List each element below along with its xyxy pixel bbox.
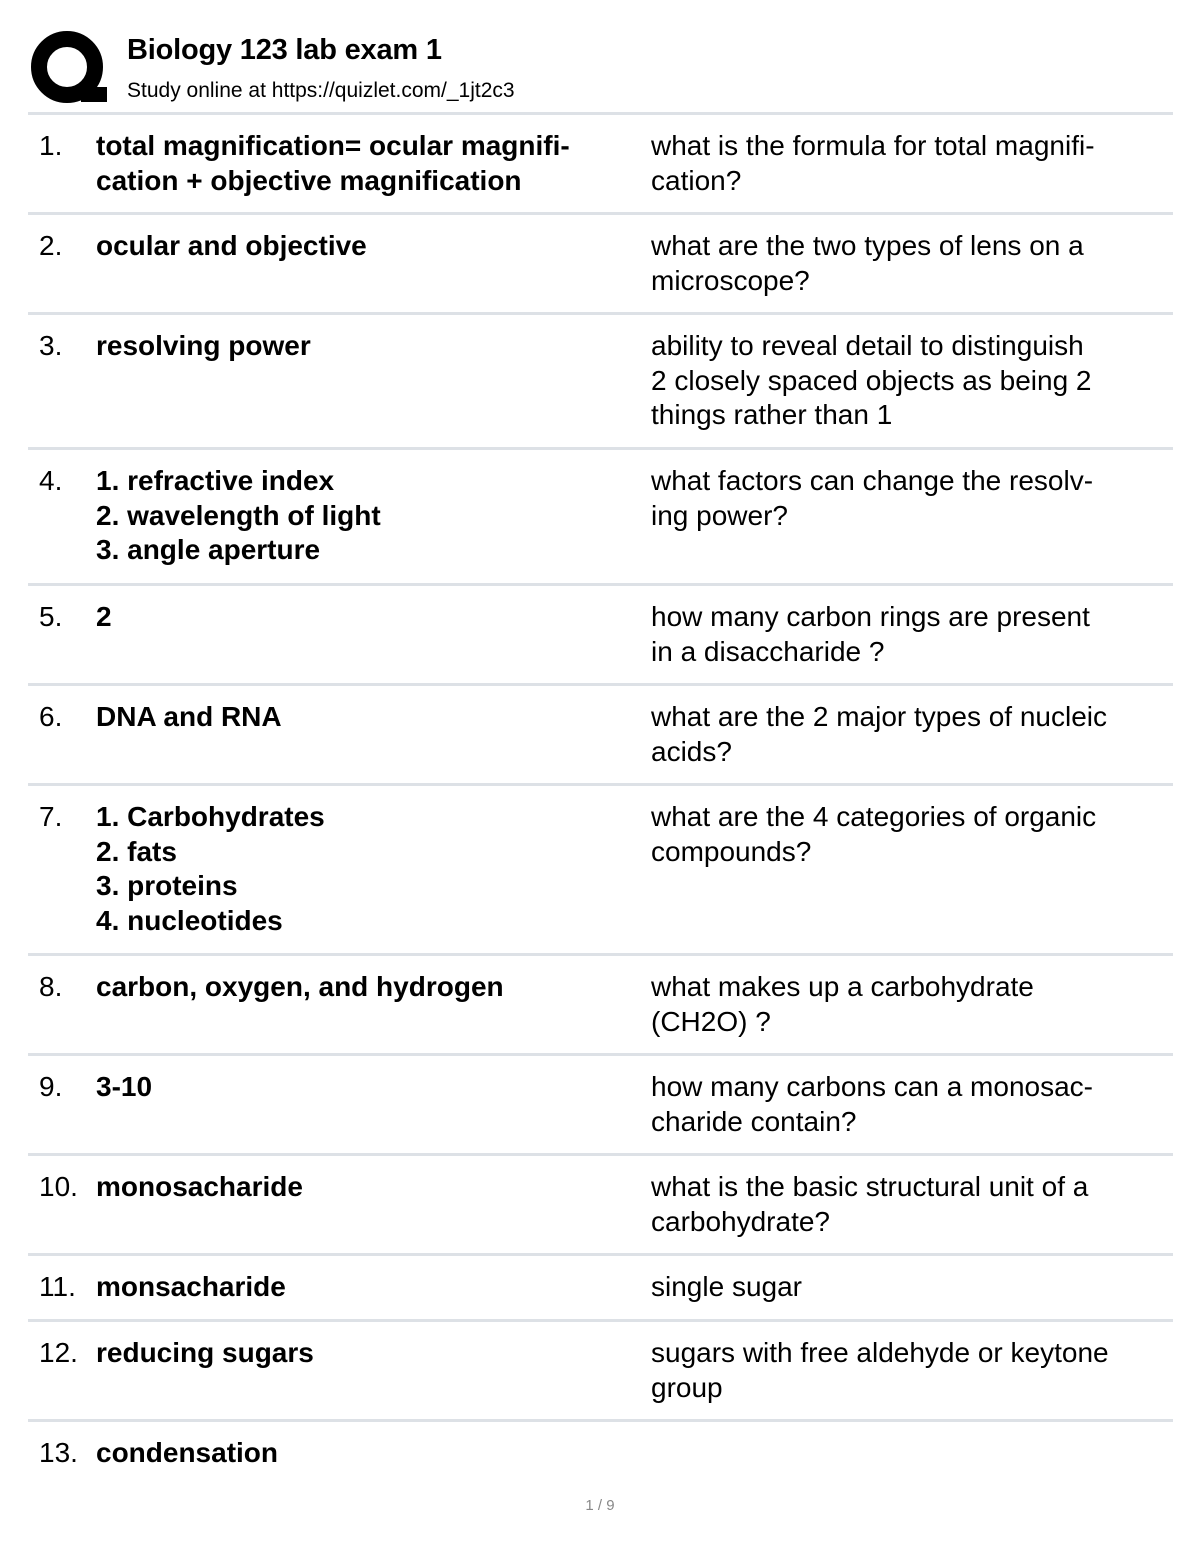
card-number: 4.: [39, 465, 63, 496]
card-term: 1. Carbohydrates 2. fats 3. proteins 4. nucleotides: [96, 801, 325, 936]
card-term: DNA and RNA: [96, 701, 282, 732]
flashcard-row: [28, 1156, 1173, 1256]
flashcard-row: [28, 1056, 1173, 1156]
card-term: total magnification= ocular magnifi- cation + objective magnification: [96, 130, 570, 196]
card-term: 3-10: [96, 1071, 153, 1102]
flashcard-list: [28, 115, 1173, 1482]
card-definition: what are the 4 categories of organic compounds?: [651, 801, 1097, 867]
card-term: 1. refractive index 2. wavelength of light 3. angle aperture: [96, 465, 381, 565]
page-title: Biology 123 lab exam 1: [127, 34, 442, 66]
flashcard-row: [28, 1422, 1173, 1482]
flashcard-row: [28, 215, 1173, 315]
card-definition: what are the 2 major types of nucleic acids?: [651, 701, 1108, 767]
card-definition: ability to reveal detail to distinguish 2 closely spaced objects as being 2 things rather than 1: [651, 330, 1092, 430]
card-number: 5.: [39, 601, 63, 632]
card-number: 8.: [39, 971, 63, 1002]
flashcard-row: [28, 956, 1173, 1056]
study-online-link[interactable]: Study online at https://quizlet.com/_1jt2c3: [127, 79, 515, 102]
card-term: 2: [96, 601, 112, 632]
page-indicator: 1 / 9: [585, 1497, 615, 1514]
flashcard-row: [28, 686, 1173, 786]
card-number: 3.: [39, 330, 63, 361]
card-number: 12.: [39, 1337, 78, 1368]
card-number: 13.: [39, 1437, 78, 1468]
card-definition: single sugar: [651, 1271, 802, 1302]
flashcard-row: [28, 450, 1173, 586]
card-term: carbon, oxygen, and hydrogen: [96, 971, 504, 1002]
flashcard-row: [28, 115, 1173, 215]
card-definition: what factors can change the resolv- ing power?: [651, 465, 1094, 531]
card-number: 2.: [39, 230, 63, 261]
flashcard-row: [28, 786, 1173, 956]
card-number: 1.: [39, 130, 63, 161]
card-number: 10.: [39, 1171, 78, 1202]
card-definition: what is the basic structural unit of a carbohydrate?: [651, 1171, 1089, 1237]
card-term: ocular and objective: [96, 230, 367, 261]
card-number: 6.: [39, 701, 63, 732]
flashcard-row: [28, 1322, 1173, 1422]
flashcard-row: [28, 315, 1173, 450]
card-term: monsacharide: [96, 1271, 286, 1302]
card-definition: what are the two types of lens on a microscope?: [651, 230, 1084, 296]
flashcard-row: [28, 586, 1173, 686]
card-number: 9.: [39, 1071, 63, 1102]
card-definition: how many carbon rings are present in a disaccharide ?: [651, 601, 1090, 667]
card-number: 7.: [39, 801, 63, 832]
card-term: monosacharide: [96, 1171, 303, 1202]
card-term: condensation: [96, 1437, 279, 1468]
card-definition: what makes up a carbohydrate (CH2O) ?: [651, 971, 1034, 1037]
flashcard-row: [28, 1256, 1173, 1322]
card-definition: sugars with free aldehyde or keytone group: [651, 1337, 1109, 1403]
quizlet-logo-icon: [29, 29, 109, 109]
card-definition: how many carbons can a monosac- charide contain?: [651, 1071, 1093, 1137]
card-definition: what is the formula for total magnifi- cation?: [651, 130, 1095, 196]
card-number: 11.: [39, 1271, 76, 1302]
card-term: resolving power: [96, 330, 311, 361]
card-term: reducing sugars: [96, 1337, 314, 1368]
